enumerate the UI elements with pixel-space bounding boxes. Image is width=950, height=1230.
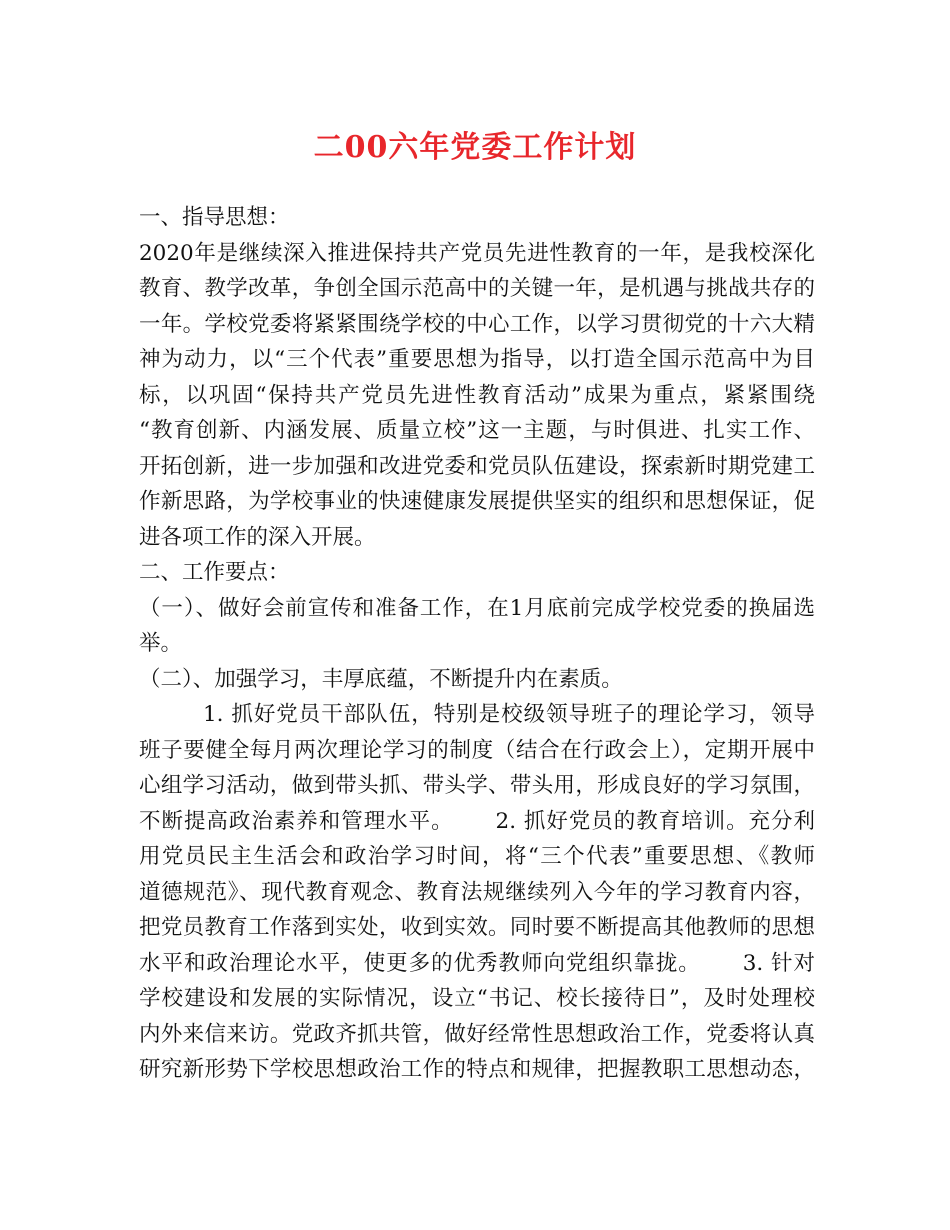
body-line: 开拓创新，进一步加强和改进党委和党员队伍建设，探索新时期党建工 <box>139 453 815 479</box>
body-line: “教育创新、内涵发展、质量立校”这一主题，与时俱进、扎实工作、 <box>139 418 815 443</box>
body-line: （一）、做好会前宣传和准备工作，在1月底前完成学校党委的换届选 <box>139 595 815 621</box>
body-line: 二、工作要点： <box>139 560 290 585</box>
body-line: 研究新形势下学校思想政治工作的特点和规律，把握教职工思想动态， <box>139 1057 815 1082</box>
body-line: 神为动力，以“三个代表”重要思想为指导，以打造全国示范高中为目 <box>139 347 815 372</box>
body-line: 一年。学校党委将紧紧围绕学校的中心工作，以学习贯彻党的十六大精 <box>139 311 815 337</box>
body-line: 不断提高政治素养和管理水平。 2. 抓好党员的教育培训。充分利 <box>139 808 815 834</box>
body-line: 2020年是继续深入推进保持共产党员先进性教育的一年，是我校深化 <box>139 240 815 266</box>
body-line: 进各项工作的深入开展。 <box>139 524 376 550</box>
body-line: 标，以巩固“保持共产党员先进性教育活动”成果为重点，紧紧围绕 <box>139 382 815 408</box>
body-line: 心组学习活动，做到带头抓、带头学、带头用，形成良好的学习氛围， <box>139 773 815 798</box>
body-line: 教育、教学改革，争创全国示范高中的关键一年，是机遇与挑战共存的 <box>139 276 815 301</box>
document-title: 二00六年党委工作计划 <box>313 130 637 165</box>
body-line: 用党员民主生活会和政治学习时间，将“三个代表”重要思想、《教师 <box>139 844 815 869</box>
body-line: 举。 <box>139 631 183 656</box>
body-line: 道德规范》、现代教育观念、教育法规继续列入今年的学习教育内容， <box>139 879 815 905</box>
document-body <box>139 200 815 1088</box>
body-line: 作新思路，为学校事业的快速健康发展提供坚实的组织和思想保证，促 <box>139 489 815 514</box>
body-line: 把党员教育工作落到实处，收到实效。同时要不断提高其他教师的思想 <box>139 915 815 940</box>
body-line: 水平和政治理论水平，使更多的优秀教师向党组织靠拢。 3. 针对 <box>139 950 815 976</box>
body-line: 班子要健全每月两次理论学习的制度（结合在行政会上），定期开展中 <box>139 737 815 763</box>
body-line: 1. 抓好党员干部队伍，特别是校级领导班子的理论学习，领导 <box>203 702 815 727</box>
body-line: 一、指导思想： <box>139 205 290 230</box>
body-line: （二）、加强学习，丰厚底蕴，不断提升内在素质。 <box>139 666 623 692</box>
body-line: 内外来信来访。党政齐抓共管，做好经常性思想政治工作，党委将认真 <box>139 1021 815 1047</box>
body-line: 学校建设和发展的实际情况，设立“书记、校长接待日”，及时处理校 <box>139 986 815 1011</box>
